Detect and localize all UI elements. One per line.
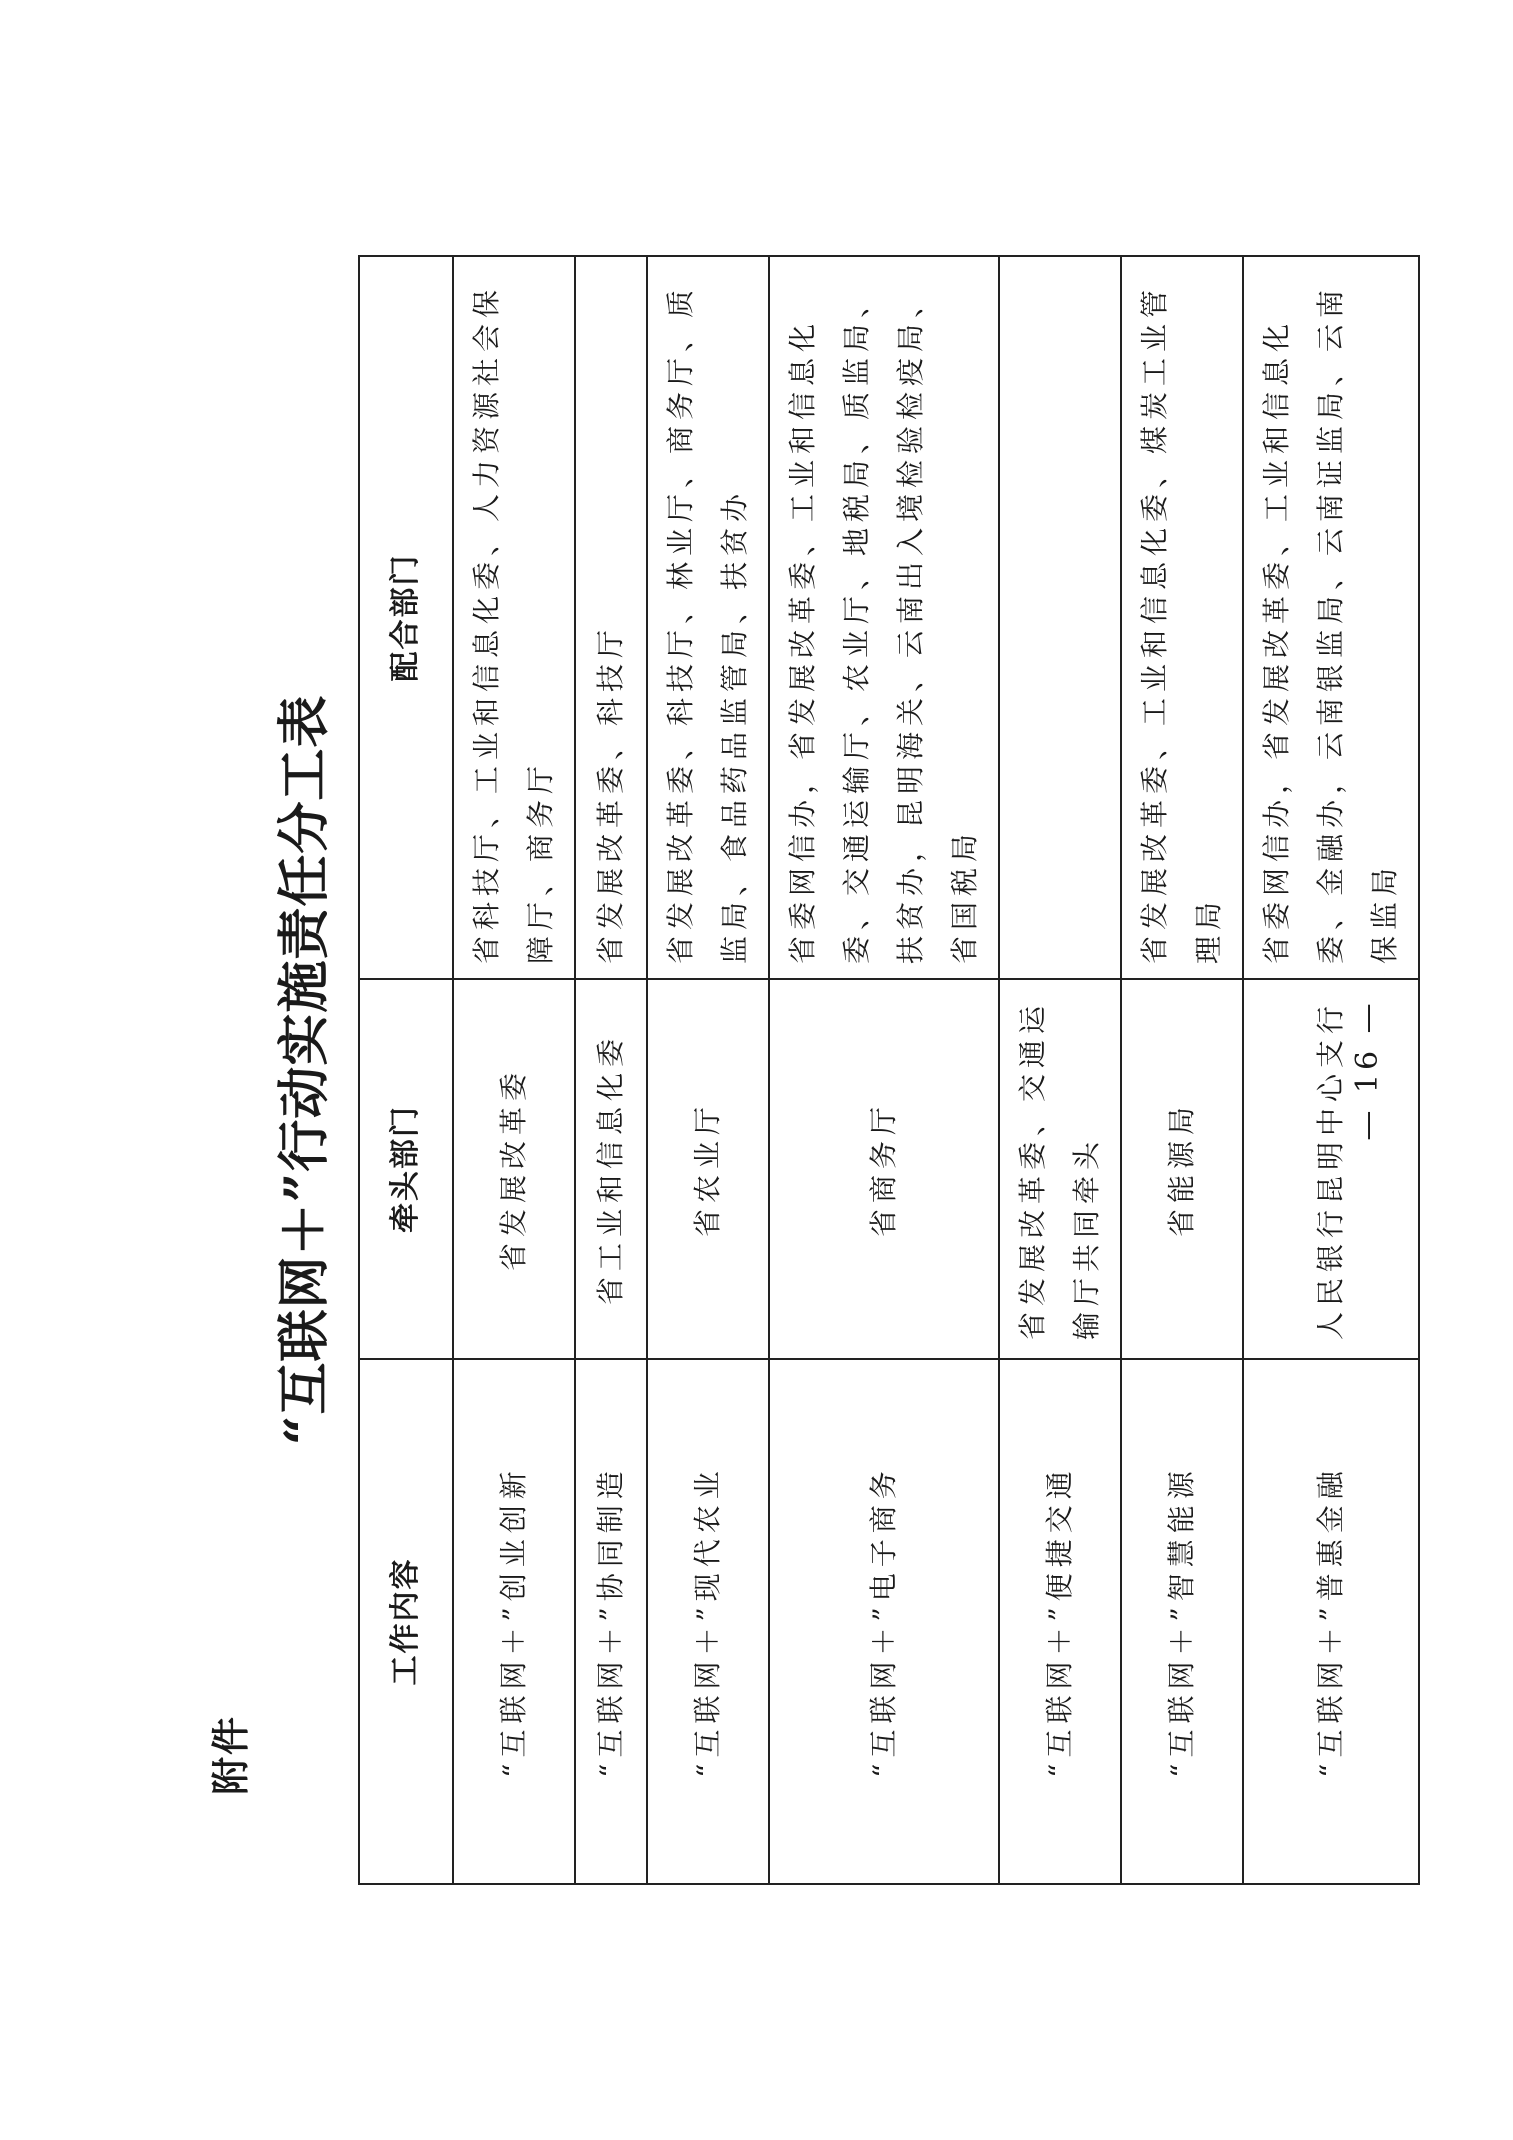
work-content-cell: “互联网＋”智慧能源: [1121, 1359, 1243, 1884]
cooperating-departments-cell: 省委网信办，省发展改革委、工业和信息化委、金融办，云南银监局、云南证监局、云南保监局: [1243, 256, 1419, 979]
cooperating-departments-cell: 省委网信办，省发展改革委、工业和信息化委、交通运输厅、农业厅、地税局、质监局、扶贫办，昆明海关、云南出入境检验检疫局、省国税局: [769, 256, 999, 979]
cooperating-departments-cell: 省发展改革委、工业和信息化委、煤炭工业管理局: [1121, 256, 1243, 979]
work-content-cell: “互联网＋”创业创新: [453, 1359, 575, 1884]
lead-department-cell: 省工业和信息化委: [575, 979, 647, 1359]
table-row: [647, 256, 769, 1884]
lead-department-cell: 省商务厅: [769, 979, 999, 1359]
table-row: [453, 256, 575, 1884]
table-row: [575, 256, 647, 1884]
table-header-row: [359, 256, 453, 1884]
cooperating-departments-cell: [999, 256, 1121, 979]
lead-department-cell: 人民银行昆明中心支行: [1243, 979, 1419, 1359]
header-lead-department: 牵头部门: [359, 979, 453, 1359]
cooperating-departments-cell: 省发展改革委、科技厅、林业厅、商务厅、质监局、食品药品监管局、扶贫办: [647, 256, 769, 979]
work-content-cell: “互联网＋”现代农业: [647, 1359, 769, 1884]
page-number: — 16 —: [1350, 999, 1385, 1141]
header-cooperating-departments: 配合部门: [359, 256, 453, 979]
table-row: [769, 256, 999, 1884]
document-title: “互联网＋”行动实施责任分工表: [274, 694, 335, 1446]
work-content-cell: “互联网＋”协同制造: [575, 1359, 647, 1884]
work-content-cell: “互联网＋”普惠金融: [1243, 1359, 1419, 1884]
work-content-cell: “互联网＋”便捷交通: [999, 1359, 1121, 1884]
work-content-cell: “互联网＋”电子商务: [769, 1359, 999, 1884]
lead-department-cell: 省发展改革委: [453, 979, 575, 1359]
lead-department-cell: 省发展改革委、交通运输厅共同牵头: [999, 979, 1121, 1359]
table-row: [1243, 256, 1419, 1884]
table-row: [1121, 256, 1243, 1884]
header-work-content: 工作内容: [359, 1359, 453, 1884]
lead-department-cell: 省农业厅: [647, 979, 769, 1359]
attachment-label: 附件: [209, 1714, 253, 1795]
table-row: [999, 256, 1121, 1884]
cooperating-departments-cell: 省发展改革委、科技厅: [575, 256, 647, 979]
cooperating-departments-cell: 省科技厅、工业和信息化委、人力资源社会保障厅、商务厅: [453, 256, 575, 979]
lead-department-cell: 省能源局: [1121, 979, 1243, 1359]
responsibility-table: [358, 255, 1420, 1885]
